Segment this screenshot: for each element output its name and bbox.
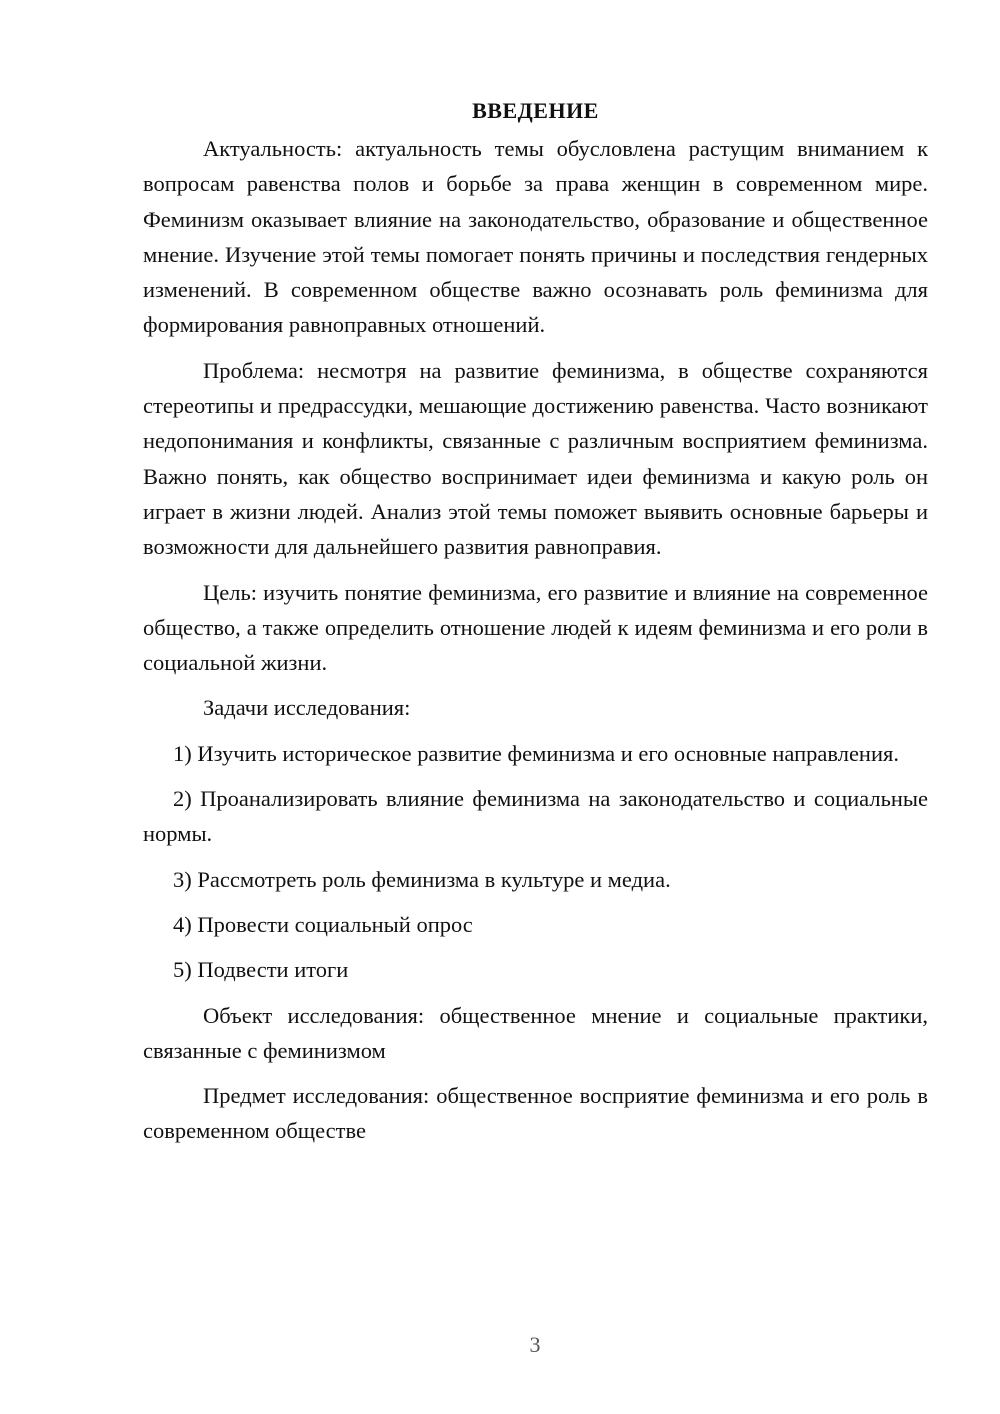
task-item-2: 2) Проанализировать влияние феминизма на законодательство и социальные нормы. xyxy=(143,786,928,847)
relevance-paragraph: Актуальность: актуальность темы обусловлена растущим вниманием к вопросам равенства полов и борьбе за права женщин в современном мире. Феминизм оказывает влияние на законодательство, образование и общественное мнение. Изучение этой темы помогает понять причины и последствия гендерных изменений. В современном обществе важно осознавать роль феминизма для формирования равноправных отношений. xyxy=(143,136,928,338)
subject-paragraph: Предмет исследования: общественное восприятие феминизма и его роль в современном обществе xyxy=(143,1083,928,1144)
page-title: ВВЕДЕНИЕ xyxy=(472,98,599,123)
problem-paragraph: Проблема: несмотря на развитие феминизма, в обществе сохраняются стереотипы и предрассудки, мешающие достижению равенства. Часто возникают недопонимания и конфликты, связанные с различным восприятием феминизма. Важно понять, как общество воспринимает идеи феминизма и какую роль он играет в жизни людей. Анализ этой темы поможет выявить основные барьеры и возможности для дальнейшего развития равноправия. xyxy=(143,357,928,560)
task-item-4: 4) Провести социальный опрос xyxy=(173,911,473,937)
task-item-5: 5) Подвести итоги xyxy=(173,957,349,983)
object-paragraph: Объект исследования: общественное мнение и социальные практики, связанные с феминизмом xyxy=(143,1002,928,1063)
document-page xyxy=(143,95,928,1159)
page-number: 3 xyxy=(529,1332,541,1357)
goal-paragraph: Цель: изучить понятие феминизма, его развитие и влияние на современное общество, а также определить отношение людей к идеям феминизма и его роли в социальной жизни. xyxy=(143,579,928,676)
task-item-3: 3) Рассмотреть роль феминизма в культуре и медиа. xyxy=(173,866,671,892)
tasks-heading: Задачи исследования: xyxy=(203,695,411,721)
task-item-1: 1) Изучить историческое развитие феминизма и его основные направления. xyxy=(173,740,899,766)
